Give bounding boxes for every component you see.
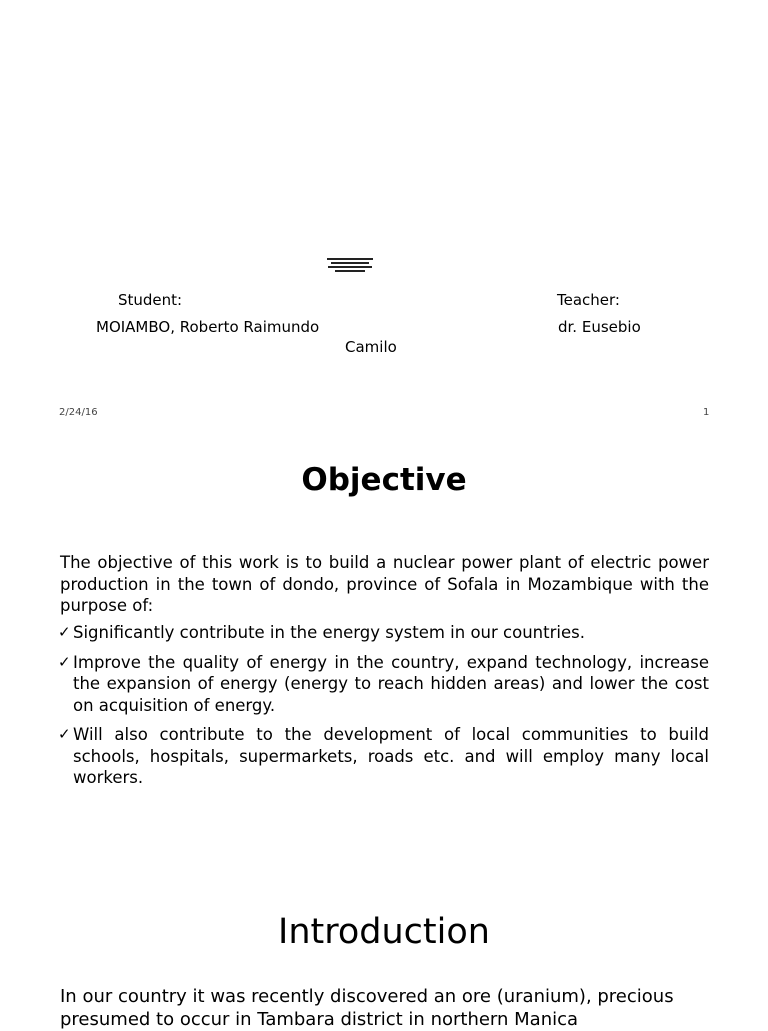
list-item bbox=[58, 652, 709, 717]
objective-intro: The objective of this work is to build a nuclear power plant of electric power production in the town of dondo, province of Sofala in Mozambique with the purpose of: bbox=[60, 553, 709, 615]
objective-bullet-list bbox=[58, 622, 709, 797]
checkmark-icon: ✓ bbox=[58, 652, 71, 671]
student-label: Student: bbox=[118, 291, 183, 309]
institution-seal bbox=[324, 258, 376, 278]
checkmark-icon: ✓ bbox=[58, 623, 71, 641]
objective-title: Objective bbox=[301, 462, 467, 498]
list-item bbox=[58, 622, 709, 644]
teacher-label: Teacher: bbox=[557, 291, 620, 309]
slide-date: 2/24/16 bbox=[59, 407, 98, 418]
bullet-text: Improve the quality of energy in the country, expand technology, increase the expansion of energy (energy to reach hidden areas) and lower the cost on acquisition of energy. bbox=[73, 652, 709, 715]
slide-page-number: 1 bbox=[703, 407, 710, 418]
student-name: MOIAMBO, Roberto Raimundo bbox=[96, 318, 320, 336]
list-item bbox=[58, 724, 709, 789]
introduction-title: Introduction bbox=[278, 912, 490, 952]
bullet-text: Significantly contribute in the energy system in our countries. bbox=[73, 623, 585, 642]
teacher-name-continued: Camilo bbox=[345, 338, 397, 356]
bullet-text: Will also contribute to the development of local communities to build schools, hospitals, supermarkets, roads etc. and will employ many local workers. bbox=[73, 725, 709, 787]
introduction-text: In our country it was recently discovered an ore (uranium), precious presumed to occur in Tambara district in northern Manica bbox=[60, 986, 674, 1030]
teacher-name: dr. Eusebio bbox=[558, 318, 641, 336]
checkmark-icon: ✓ bbox=[58, 725, 71, 743]
